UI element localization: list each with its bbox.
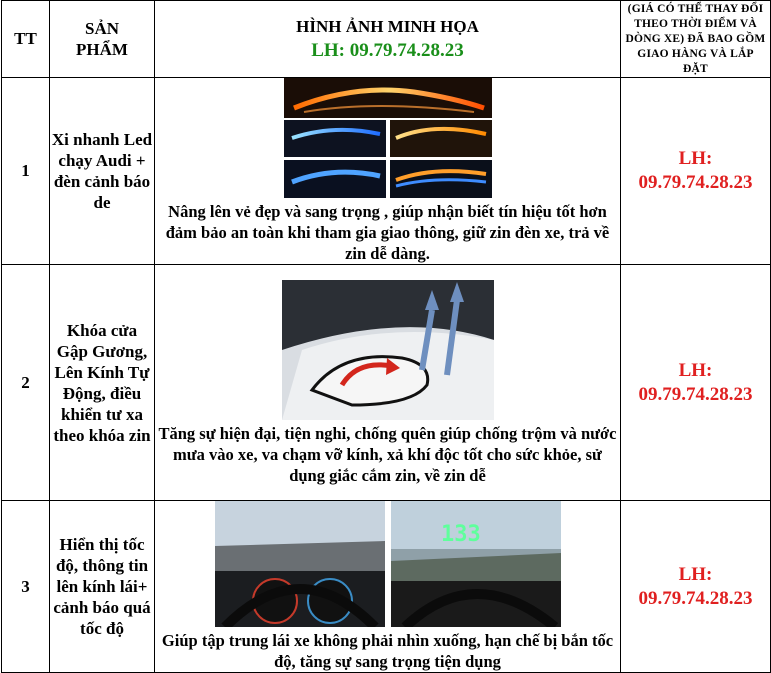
price-contact: LH: 09.79.74.28.23: [621, 501, 771, 673]
product-description: Tăng sự hiện đại, tiện nghi, chống quên giúp chống trộm và nước mưa vào xe, va chạm vỡ kính, xả khí độc tốt cho sức khỏe, sử dụng giắc cắm zin, về zin dễ: [158, 423, 617, 485]
header-price-note-text: (GIÁ CÓ THỂ THAY ĐỔI THEO THỜI ĐIỂM VÀ DÒNG XE) ĐÃ BAO GỒM GIAO HÀNG VÀ LẮP ĐẶT: [625, 2, 766, 75]
image-cell: [155, 501, 621, 673]
product-description: Giúp tập trung lái xe không phải nhìn xuống, hạn chế bị bắn tốc độ, tăng sự sang trọng tiện dụng: [161, 631, 614, 671]
header-product-label: SẢN PHẨM: [76, 19, 128, 59]
price-contact: LH: 09.79.74.28.23: [621, 265, 771, 501]
header-image-title: HÌNH ẢNH MINH HỌA: [296, 17, 479, 36]
image-cell: [155, 78, 621, 265]
header-price-note: [621, 1, 771, 78]
header-image: [155, 1, 621, 78]
price-table: [1, 0, 771, 673]
table-row: [2, 265, 771, 501]
header-tt: TT: [2, 1, 50, 78]
product-name: Hiển thị tốc độ, thông tin lên kính lái+ cảnh báo quá tốc độ: [50, 501, 155, 673]
hud-speed-readout: 133: [440, 522, 481, 547]
row-number: 2: [2, 265, 50, 501]
price-contact: LH: 09.79.74.28.23: [621, 78, 771, 265]
image-cell: [155, 265, 621, 501]
hud-display-photo-icon: [215, 501, 561, 627]
mirror-fold-photo-icon: [282, 280, 494, 420]
header-product: [50, 1, 155, 78]
headlight-led-photo-icon: [284, 78, 492, 198]
product-name: Khóa cửa Gập Gương, Lên Kính Tự Động, điều khiển tư xa theo khóa zin: [50, 265, 155, 501]
table-row: [2, 78, 771, 265]
header-row: [2, 1, 771, 78]
row-number: 3: [2, 501, 50, 673]
header-hotline: LH: 09.79.74.28.23: [311, 40, 464, 61]
product-name: Xi nhanh Led chạy Audi + đèn cảnh báo de: [50, 78, 155, 265]
row-number: 1: [2, 78, 50, 265]
product-description: Nâng lên vẻ đẹp và sang trọng , giúp nhận biết tín hiệu tốt hơn đảm bảo an toàn khi tham gia giao thông, giữ zin đèn xe, trả về zin dễ dàng.: [165, 202, 610, 263]
table-row: [2, 501, 771, 673]
